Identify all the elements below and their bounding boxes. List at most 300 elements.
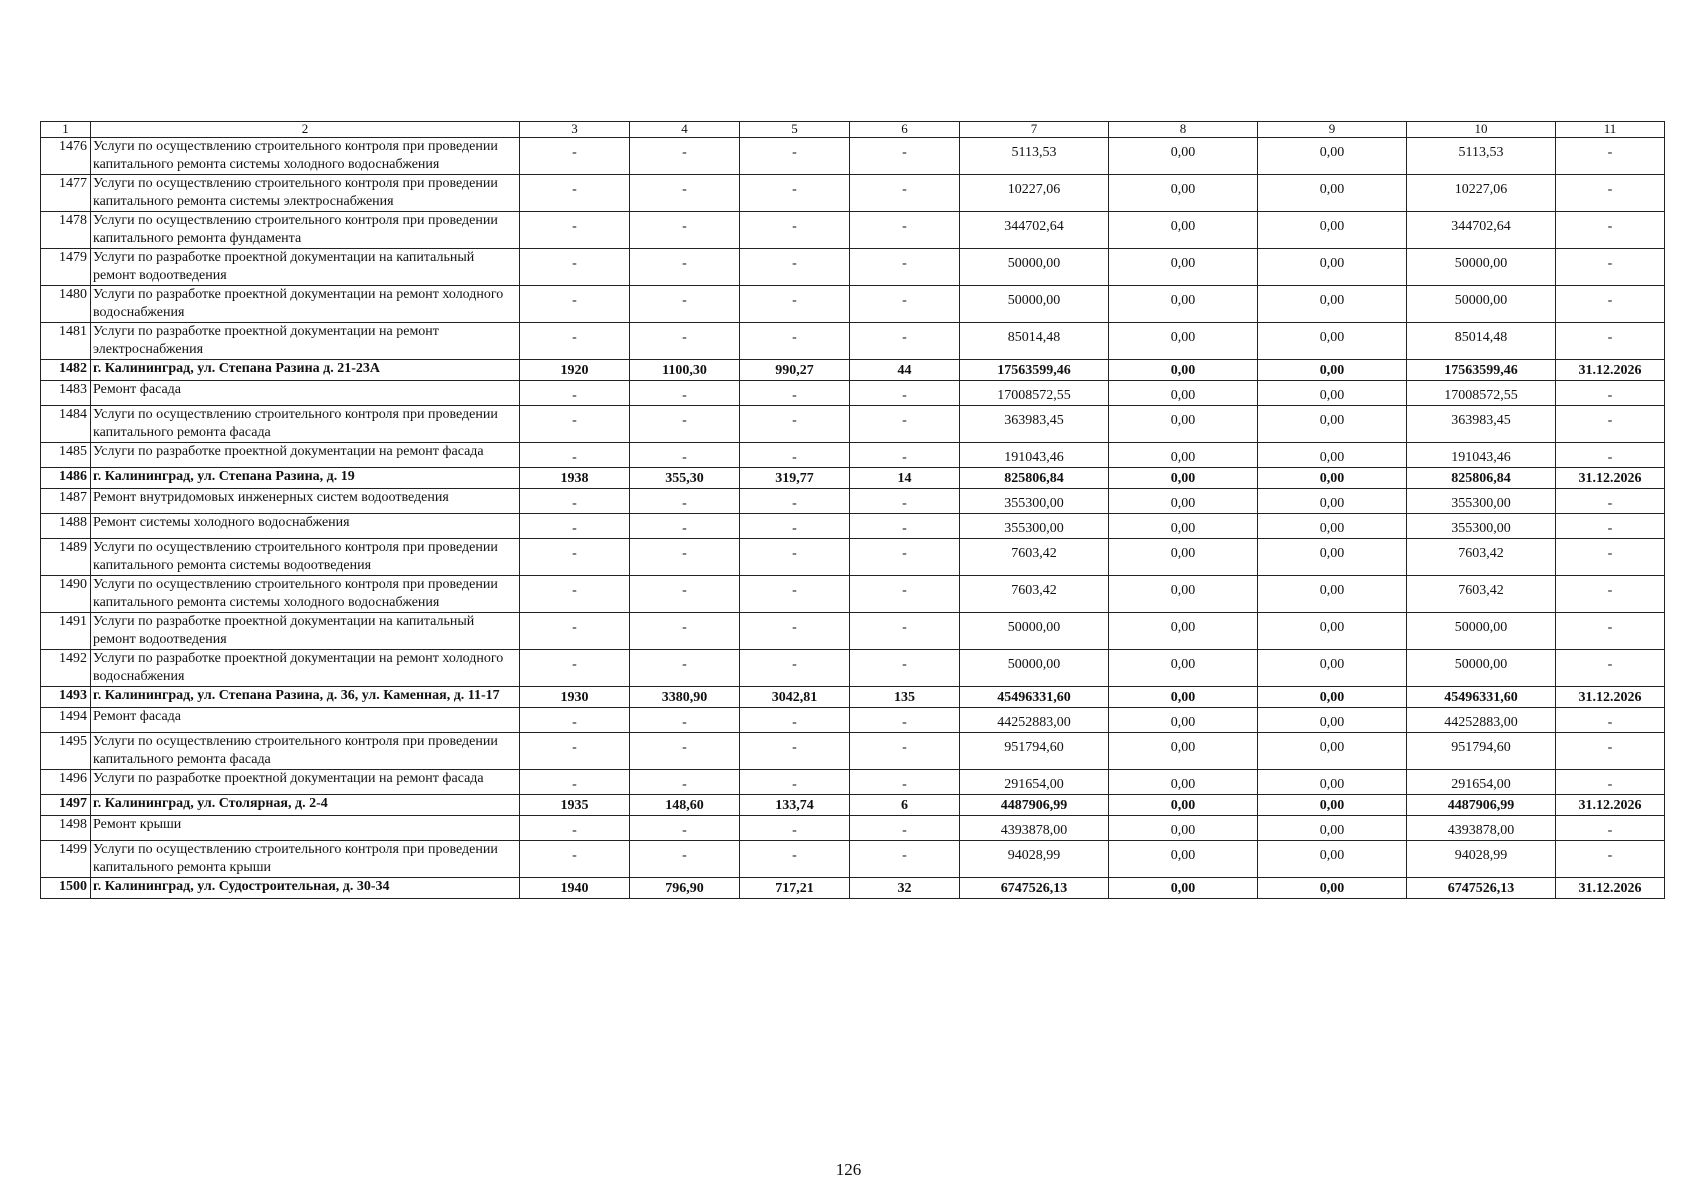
deadline-cell: - [1556, 443, 1665, 468]
residents-cell: - [850, 381, 960, 406]
living-area-cell: - [740, 175, 850, 212]
total-area-cell: - [630, 613, 740, 650]
total-area-cell: - [630, 733, 740, 770]
deadline-cell: - [1556, 249, 1665, 286]
total-cost-cell: 50000,00 [960, 249, 1109, 286]
build-year-cell: - [520, 514, 630, 539]
row-number: 1497 [41, 795, 91, 816]
other-cost-cell: 0,00 [1258, 138, 1407, 175]
other-cost-cell: 0,00 [1258, 770, 1407, 795]
item-name: Услуги по разработке проектной документации на ремонт фасада [91, 443, 520, 468]
residents-cell: 6 [850, 795, 960, 816]
item-name: Услуги по осуществлению строительного контроля при проведении капитального ремонта системы водоотведения [91, 539, 520, 576]
total-cost-cell: 17563599,46 [960, 360, 1109, 381]
column-number: 9 [1258, 122, 1407, 138]
item-name: Услуги по осуществлению строительного контроля при проведении капитального ремонта фасада [91, 733, 520, 770]
owners-cost-cell: 363983,45 [1407, 406, 1556, 443]
total-cost-cell: 4393878,00 [960, 816, 1109, 841]
total-area-cell: - [630, 249, 740, 286]
total-area-cell: - [630, 770, 740, 795]
table-row [41, 286, 1665, 323]
total-cost-cell: 7603,42 [960, 576, 1109, 613]
deadline-cell: - [1556, 286, 1665, 323]
total-area-cell: - [630, 841, 740, 878]
living-area-cell: - [740, 816, 850, 841]
item-name: Услуги по разработке проектной документации на ремонт электроснабжения [91, 323, 520, 360]
fund-cost-cell: 0,00 [1109, 733, 1258, 770]
row-number: 1484 [41, 406, 91, 443]
owners-cost-cell: 50000,00 [1407, 249, 1556, 286]
living-area-cell: - [740, 489, 850, 514]
residents-cell: - [850, 138, 960, 175]
build-year-cell: 1920 [520, 360, 630, 381]
residents-cell: 44 [850, 360, 960, 381]
other-cost-cell: 0,00 [1258, 733, 1407, 770]
living-area-cell: - [740, 708, 850, 733]
fund-cost-cell: 0,00 [1109, 770, 1258, 795]
owners-cost-cell: 50000,00 [1407, 286, 1556, 323]
deadline-cell: - [1556, 406, 1665, 443]
living-area-cell: - [740, 249, 850, 286]
total-area-cell: - [630, 708, 740, 733]
total-area-cell: - [630, 443, 740, 468]
deadline-cell: - [1556, 770, 1665, 795]
total-cost-cell: 5113,53 [960, 138, 1109, 175]
fund-cost-cell: 0,00 [1109, 687, 1258, 708]
other-cost-cell: 0,00 [1258, 650, 1407, 687]
other-cost-cell: 0,00 [1258, 708, 1407, 733]
row-number: 1495 [41, 733, 91, 770]
other-cost-cell: 0,00 [1258, 406, 1407, 443]
living-area-cell: 717,21 [740, 878, 850, 899]
total-area-cell: - [630, 650, 740, 687]
other-cost-cell: 0,00 [1258, 539, 1407, 576]
build-year-cell: - [520, 138, 630, 175]
total-cost-cell: 94028,99 [960, 841, 1109, 878]
residents-cell: 135 [850, 687, 960, 708]
total-area-cell: - [630, 816, 740, 841]
row-number: 1482 [41, 360, 91, 381]
build-year-cell: - [520, 249, 630, 286]
total-cost-cell: 50000,00 [960, 286, 1109, 323]
build-year-cell: - [520, 733, 630, 770]
build-year-cell: - [520, 489, 630, 514]
owners-cost-cell: 951794,60 [1407, 733, 1556, 770]
other-cost-cell: 0,00 [1258, 468, 1407, 489]
column-number: 8 [1109, 122, 1258, 138]
fund-cost-cell: 0,00 [1109, 576, 1258, 613]
deadline-cell: - [1556, 212, 1665, 249]
total-cost-cell: 85014,48 [960, 323, 1109, 360]
total-cost-cell: 355300,00 [960, 489, 1109, 514]
item-name: Услуги по разработке проектной документации на капитальный ремонт водоотведения [91, 249, 520, 286]
other-cost-cell: 0,00 [1258, 878, 1407, 899]
deadline-cell: - [1556, 138, 1665, 175]
deadline-cell: 31.12.2026 [1556, 687, 1665, 708]
row-number: 1494 [41, 708, 91, 733]
residents-cell: - [850, 841, 960, 878]
item-name: г. Калининград, ул. Степана Разина, д. 36, ул. Каменная, д. 11-17 [91, 687, 520, 708]
owners-cost-cell: 10227,06 [1407, 175, 1556, 212]
living-area-cell: - [740, 650, 850, 687]
build-year-cell: - [520, 539, 630, 576]
fund-cost-cell: 0,00 [1109, 323, 1258, 360]
table-row [41, 878, 1665, 899]
total-cost-cell: 951794,60 [960, 733, 1109, 770]
residents-cell: - [850, 443, 960, 468]
residents-cell: - [850, 816, 960, 841]
total-cost-cell: 7603,42 [960, 539, 1109, 576]
total-cost-cell: 363983,45 [960, 406, 1109, 443]
owners-cost-cell: 344702,64 [1407, 212, 1556, 249]
item-name: Услуги по осуществлению строительного контроля при проведении капитального ремонта фасада [91, 406, 520, 443]
total-cost-cell: 4487906,99 [960, 795, 1109, 816]
row-number: 1496 [41, 770, 91, 795]
other-cost-cell: 0,00 [1258, 489, 1407, 514]
column-number: 6 [850, 122, 960, 138]
build-year-cell: 1938 [520, 468, 630, 489]
fund-cost-cell: 0,00 [1109, 650, 1258, 687]
row-number: 1488 [41, 514, 91, 539]
table-row [41, 489, 1665, 514]
capital-repair-table [40, 121, 1665, 899]
living-area-cell: - [740, 138, 850, 175]
row-number: 1489 [41, 539, 91, 576]
build-year-cell: - [520, 212, 630, 249]
fund-cost-cell: 0,00 [1109, 795, 1258, 816]
column-number: 3 [520, 122, 630, 138]
table-row [41, 687, 1665, 708]
residents-cell: - [850, 770, 960, 795]
item-name: Услуги по разработке проектной документации на ремонт холодного водоснабжения [91, 286, 520, 323]
other-cost-cell: 0,00 [1258, 381, 1407, 406]
residents-cell: - [850, 613, 960, 650]
deadline-cell: - [1556, 539, 1665, 576]
total-area-cell: 3380,90 [630, 687, 740, 708]
owners-cost-cell: 50000,00 [1407, 650, 1556, 687]
residents-cell: - [850, 323, 960, 360]
deadline-cell: - [1556, 816, 1665, 841]
build-year-cell: 1940 [520, 878, 630, 899]
fund-cost-cell: 0,00 [1109, 613, 1258, 650]
residents-cell: - [850, 175, 960, 212]
living-area-cell: 990,27 [740, 360, 850, 381]
total-area-cell: - [630, 514, 740, 539]
total-cost-cell: 191043,46 [960, 443, 1109, 468]
deadline-cell: - [1556, 489, 1665, 514]
residents-cell: - [850, 708, 960, 733]
build-year-cell: - [520, 175, 630, 212]
item-name: Услуги по осуществлению строительного контроля при проведении капитального ремонта системы холодного водоснабжения [91, 576, 520, 613]
build-year-cell: - [520, 650, 630, 687]
owners-cost-cell: 6747526,13 [1407, 878, 1556, 899]
fund-cost-cell: 0,00 [1109, 514, 1258, 539]
item-name: Ремонт системы холодного водоснабжения [91, 514, 520, 539]
living-area-cell: - [740, 443, 850, 468]
table-row [41, 613, 1665, 650]
total-cost-cell: 45496331,60 [960, 687, 1109, 708]
total-area-cell: - [630, 323, 740, 360]
living-area-cell: - [740, 212, 850, 249]
total-cost-cell: 291654,00 [960, 770, 1109, 795]
living-area-cell: 3042,81 [740, 687, 850, 708]
table-row [41, 175, 1665, 212]
total-area-cell: - [630, 286, 740, 323]
row-number: 1481 [41, 323, 91, 360]
item-name: г. Калининград, ул. Столярная, д. 2-4 [91, 795, 520, 816]
total-cost-cell: 10227,06 [960, 175, 1109, 212]
deadline-cell: - [1556, 381, 1665, 406]
total-cost-cell: 825806,84 [960, 468, 1109, 489]
fund-cost-cell: 0,00 [1109, 360, 1258, 381]
fund-cost-cell: 0,00 [1109, 406, 1258, 443]
table-row [41, 249, 1665, 286]
table-row [41, 406, 1665, 443]
residents-cell: 14 [850, 468, 960, 489]
residents-cell: - [850, 249, 960, 286]
fund-cost-cell: 0,00 [1109, 138, 1258, 175]
table-row [41, 770, 1665, 795]
row-number: 1485 [41, 443, 91, 468]
deadline-cell: 31.12.2026 [1556, 878, 1665, 899]
total-area-cell: 796,90 [630, 878, 740, 899]
other-cost-cell: 0,00 [1258, 841, 1407, 878]
residents-cell: - [850, 406, 960, 443]
deadline-cell: - [1556, 733, 1665, 770]
owners-cost-cell: 17008572,55 [1407, 381, 1556, 406]
item-name: Услуги по осуществлению строительного контроля при проведении капитального ремонта фундамента [91, 212, 520, 249]
build-year-cell: 1930 [520, 687, 630, 708]
table-row [41, 381, 1665, 406]
page-number: 126 [835, 1160, 862, 1179]
other-cost-cell: 0,00 [1258, 443, 1407, 468]
residents-cell: - [850, 212, 960, 249]
table-row [41, 650, 1665, 687]
table-body [41, 122, 1665, 899]
owners-cost-cell: 4393878,00 [1407, 816, 1556, 841]
item-name: Ремонт фасада [91, 708, 520, 733]
deadline-cell: 31.12.2026 [1556, 468, 1665, 489]
residents-cell: - [850, 576, 960, 613]
row-number: 1480 [41, 286, 91, 323]
row-number: 1490 [41, 576, 91, 613]
residents-cell: - [850, 650, 960, 687]
item-name: Услуги по осуществлению строительного контроля при проведении капитального ремонта системы холодного водоснабжения [91, 138, 520, 175]
total-cost-cell: 44252883,00 [960, 708, 1109, 733]
column-number: 11 [1556, 122, 1665, 138]
row-number: 1492 [41, 650, 91, 687]
total-area-cell: - [630, 406, 740, 443]
owners-cost-cell: 7603,42 [1407, 539, 1556, 576]
living-area-cell: - [740, 406, 850, 443]
living-area-cell: - [740, 286, 850, 323]
total-area-cell: - [630, 138, 740, 175]
item-name: Ремонт внутридомовых инженерных систем водоотведения [91, 489, 520, 514]
table-row [41, 841, 1665, 878]
deadline-cell: - [1556, 613, 1665, 650]
row-number: 1476 [41, 138, 91, 175]
other-cost-cell: 0,00 [1258, 795, 1407, 816]
table-row [41, 138, 1665, 175]
table-row [41, 212, 1665, 249]
build-year-cell: - [520, 841, 630, 878]
other-cost-cell: 0,00 [1258, 175, 1407, 212]
residents-cell: - [850, 286, 960, 323]
deadline-cell: - [1556, 323, 1665, 360]
build-year-cell: - [520, 286, 630, 323]
other-cost-cell: 0,00 [1258, 249, 1407, 286]
fund-cost-cell: 0,00 [1109, 381, 1258, 406]
total-cost-cell: 50000,00 [960, 613, 1109, 650]
fund-cost-cell: 0,00 [1109, 708, 1258, 733]
owners-cost-cell: 825806,84 [1407, 468, 1556, 489]
residents-cell: - [850, 539, 960, 576]
owners-cost-cell: 4487906,99 [1407, 795, 1556, 816]
total-area-cell: - [630, 576, 740, 613]
living-area-cell: - [740, 841, 850, 878]
table-row [41, 576, 1665, 613]
other-cost-cell: 0,00 [1258, 360, 1407, 381]
other-cost-cell: 0,00 [1258, 687, 1407, 708]
owners-cost-cell: 5113,53 [1407, 138, 1556, 175]
fund-cost-cell: 0,00 [1109, 468, 1258, 489]
total-cost-cell: 6747526,13 [960, 878, 1109, 899]
owners-cost-cell: 191043,46 [1407, 443, 1556, 468]
owners-cost-cell: 85014,48 [1407, 323, 1556, 360]
item-name: Услуги по разработке проектной документации на ремонт холодного водоснабжения [91, 650, 520, 687]
column-number: 7 [960, 122, 1109, 138]
total-area-cell: - [630, 381, 740, 406]
table-row [41, 539, 1665, 576]
fund-cost-cell: 0,00 [1109, 878, 1258, 899]
total-cost-cell: 355300,00 [960, 514, 1109, 539]
residents-cell: - [850, 489, 960, 514]
fund-cost-cell: 0,00 [1109, 443, 1258, 468]
table-row [41, 323, 1665, 360]
build-year-cell: - [520, 443, 630, 468]
fund-cost-cell: 0,00 [1109, 286, 1258, 323]
living-area-cell: - [740, 733, 850, 770]
build-year-cell: - [520, 406, 630, 443]
build-year-cell: - [520, 576, 630, 613]
row-number: 1493 [41, 687, 91, 708]
owners-cost-cell: 17563599,46 [1407, 360, 1556, 381]
deadline-cell: - [1556, 650, 1665, 687]
column-number: 10 [1407, 122, 1556, 138]
row-number: 1477 [41, 175, 91, 212]
column-number: 1 [41, 122, 91, 138]
fund-cost-cell: 0,00 [1109, 841, 1258, 878]
living-area-cell: 133,74 [740, 795, 850, 816]
fund-cost-cell: 0,00 [1109, 175, 1258, 212]
living-area-cell: - [740, 514, 850, 539]
fund-cost-cell: 0,00 [1109, 489, 1258, 514]
build-year-cell: - [520, 708, 630, 733]
owners-cost-cell: 7603,42 [1407, 576, 1556, 613]
owners-cost-cell: 44252883,00 [1407, 708, 1556, 733]
fund-cost-cell: 0,00 [1109, 249, 1258, 286]
row-number: 1500 [41, 878, 91, 899]
total-area-cell: 148,60 [630, 795, 740, 816]
table-row [41, 795, 1665, 816]
document-sheet [40, 121, 1664, 899]
fund-cost-cell: 0,00 [1109, 816, 1258, 841]
build-year-cell: - [520, 816, 630, 841]
column-number-row [41, 122, 1665, 138]
other-cost-cell: 0,00 [1258, 613, 1407, 650]
build-year-cell: 1935 [520, 795, 630, 816]
table-row [41, 816, 1665, 841]
living-area-cell: - [740, 323, 850, 360]
fund-cost-cell: 0,00 [1109, 539, 1258, 576]
column-number: 2 [91, 122, 520, 138]
total-cost-cell: 50000,00 [960, 650, 1109, 687]
other-cost-cell: 0,00 [1258, 576, 1407, 613]
living-area-cell: - [740, 539, 850, 576]
item-name: Услуги по разработке проектной документации на капитальный ремонт водоотведения [91, 613, 520, 650]
owners-cost-cell: 355300,00 [1407, 489, 1556, 514]
item-name: Ремонт фасада [91, 381, 520, 406]
build-year-cell: - [520, 323, 630, 360]
deadline-cell: 31.12.2026 [1556, 360, 1665, 381]
deadline-cell: - [1556, 576, 1665, 613]
living-area-cell: - [740, 613, 850, 650]
other-cost-cell: 0,00 [1258, 212, 1407, 249]
other-cost-cell: 0,00 [1258, 816, 1407, 841]
deadline-cell: - [1556, 708, 1665, 733]
deadline-cell: - [1556, 175, 1665, 212]
other-cost-cell: 0,00 [1258, 514, 1407, 539]
living-area-cell: - [740, 770, 850, 795]
other-cost-cell: 0,00 [1258, 286, 1407, 323]
table-row [41, 468, 1665, 489]
item-name: Услуги по осуществлению строительного контроля при проведении капитального ремонта крыши [91, 841, 520, 878]
table-row [41, 360, 1665, 381]
table-row [41, 443, 1665, 468]
row-number: 1486 [41, 468, 91, 489]
row-number: 1499 [41, 841, 91, 878]
item-name: г. Калининград, ул. Степана Разина, д. 19 [91, 468, 520, 489]
build-year-cell: - [520, 770, 630, 795]
living-area-cell: - [740, 576, 850, 613]
fund-cost-cell: 0,00 [1109, 212, 1258, 249]
other-cost-cell: 0,00 [1258, 323, 1407, 360]
residents-cell: - [850, 514, 960, 539]
living-area-cell: 319,77 [740, 468, 850, 489]
build-year-cell: - [520, 613, 630, 650]
total-area-cell: 1100,30 [630, 360, 740, 381]
living-area-cell: - [740, 381, 850, 406]
row-number: 1479 [41, 249, 91, 286]
column-number: 4 [630, 122, 740, 138]
residents-cell: 32 [850, 878, 960, 899]
total-area-cell: - [630, 539, 740, 576]
item-name: Ремонт крыши [91, 816, 520, 841]
row-number: 1491 [41, 613, 91, 650]
owners-cost-cell: 45496331,60 [1407, 687, 1556, 708]
column-number: 5 [740, 122, 850, 138]
build-year-cell: - [520, 381, 630, 406]
total-area-cell: 355,30 [630, 468, 740, 489]
total-cost-cell: 344702,64 [960, 212, 1109, 249]
owners-cost-cell: 355300,00 [1407, 514, 1556, 539]
owners-cost-cell: 50000,00 [1407, 613, 1556, 650]
owners-cost-cell: 94028,99 [1407, 841, 1556, 878]
item-name: г. Калининград, ул. Степана Разина д. 21-23А [91, 360, 520, 381]
row-number: 1478 [41, 212, 91, 249]
table-row [41, 733, 1665, 770]
table-row [41, 514, 1665, 539]
